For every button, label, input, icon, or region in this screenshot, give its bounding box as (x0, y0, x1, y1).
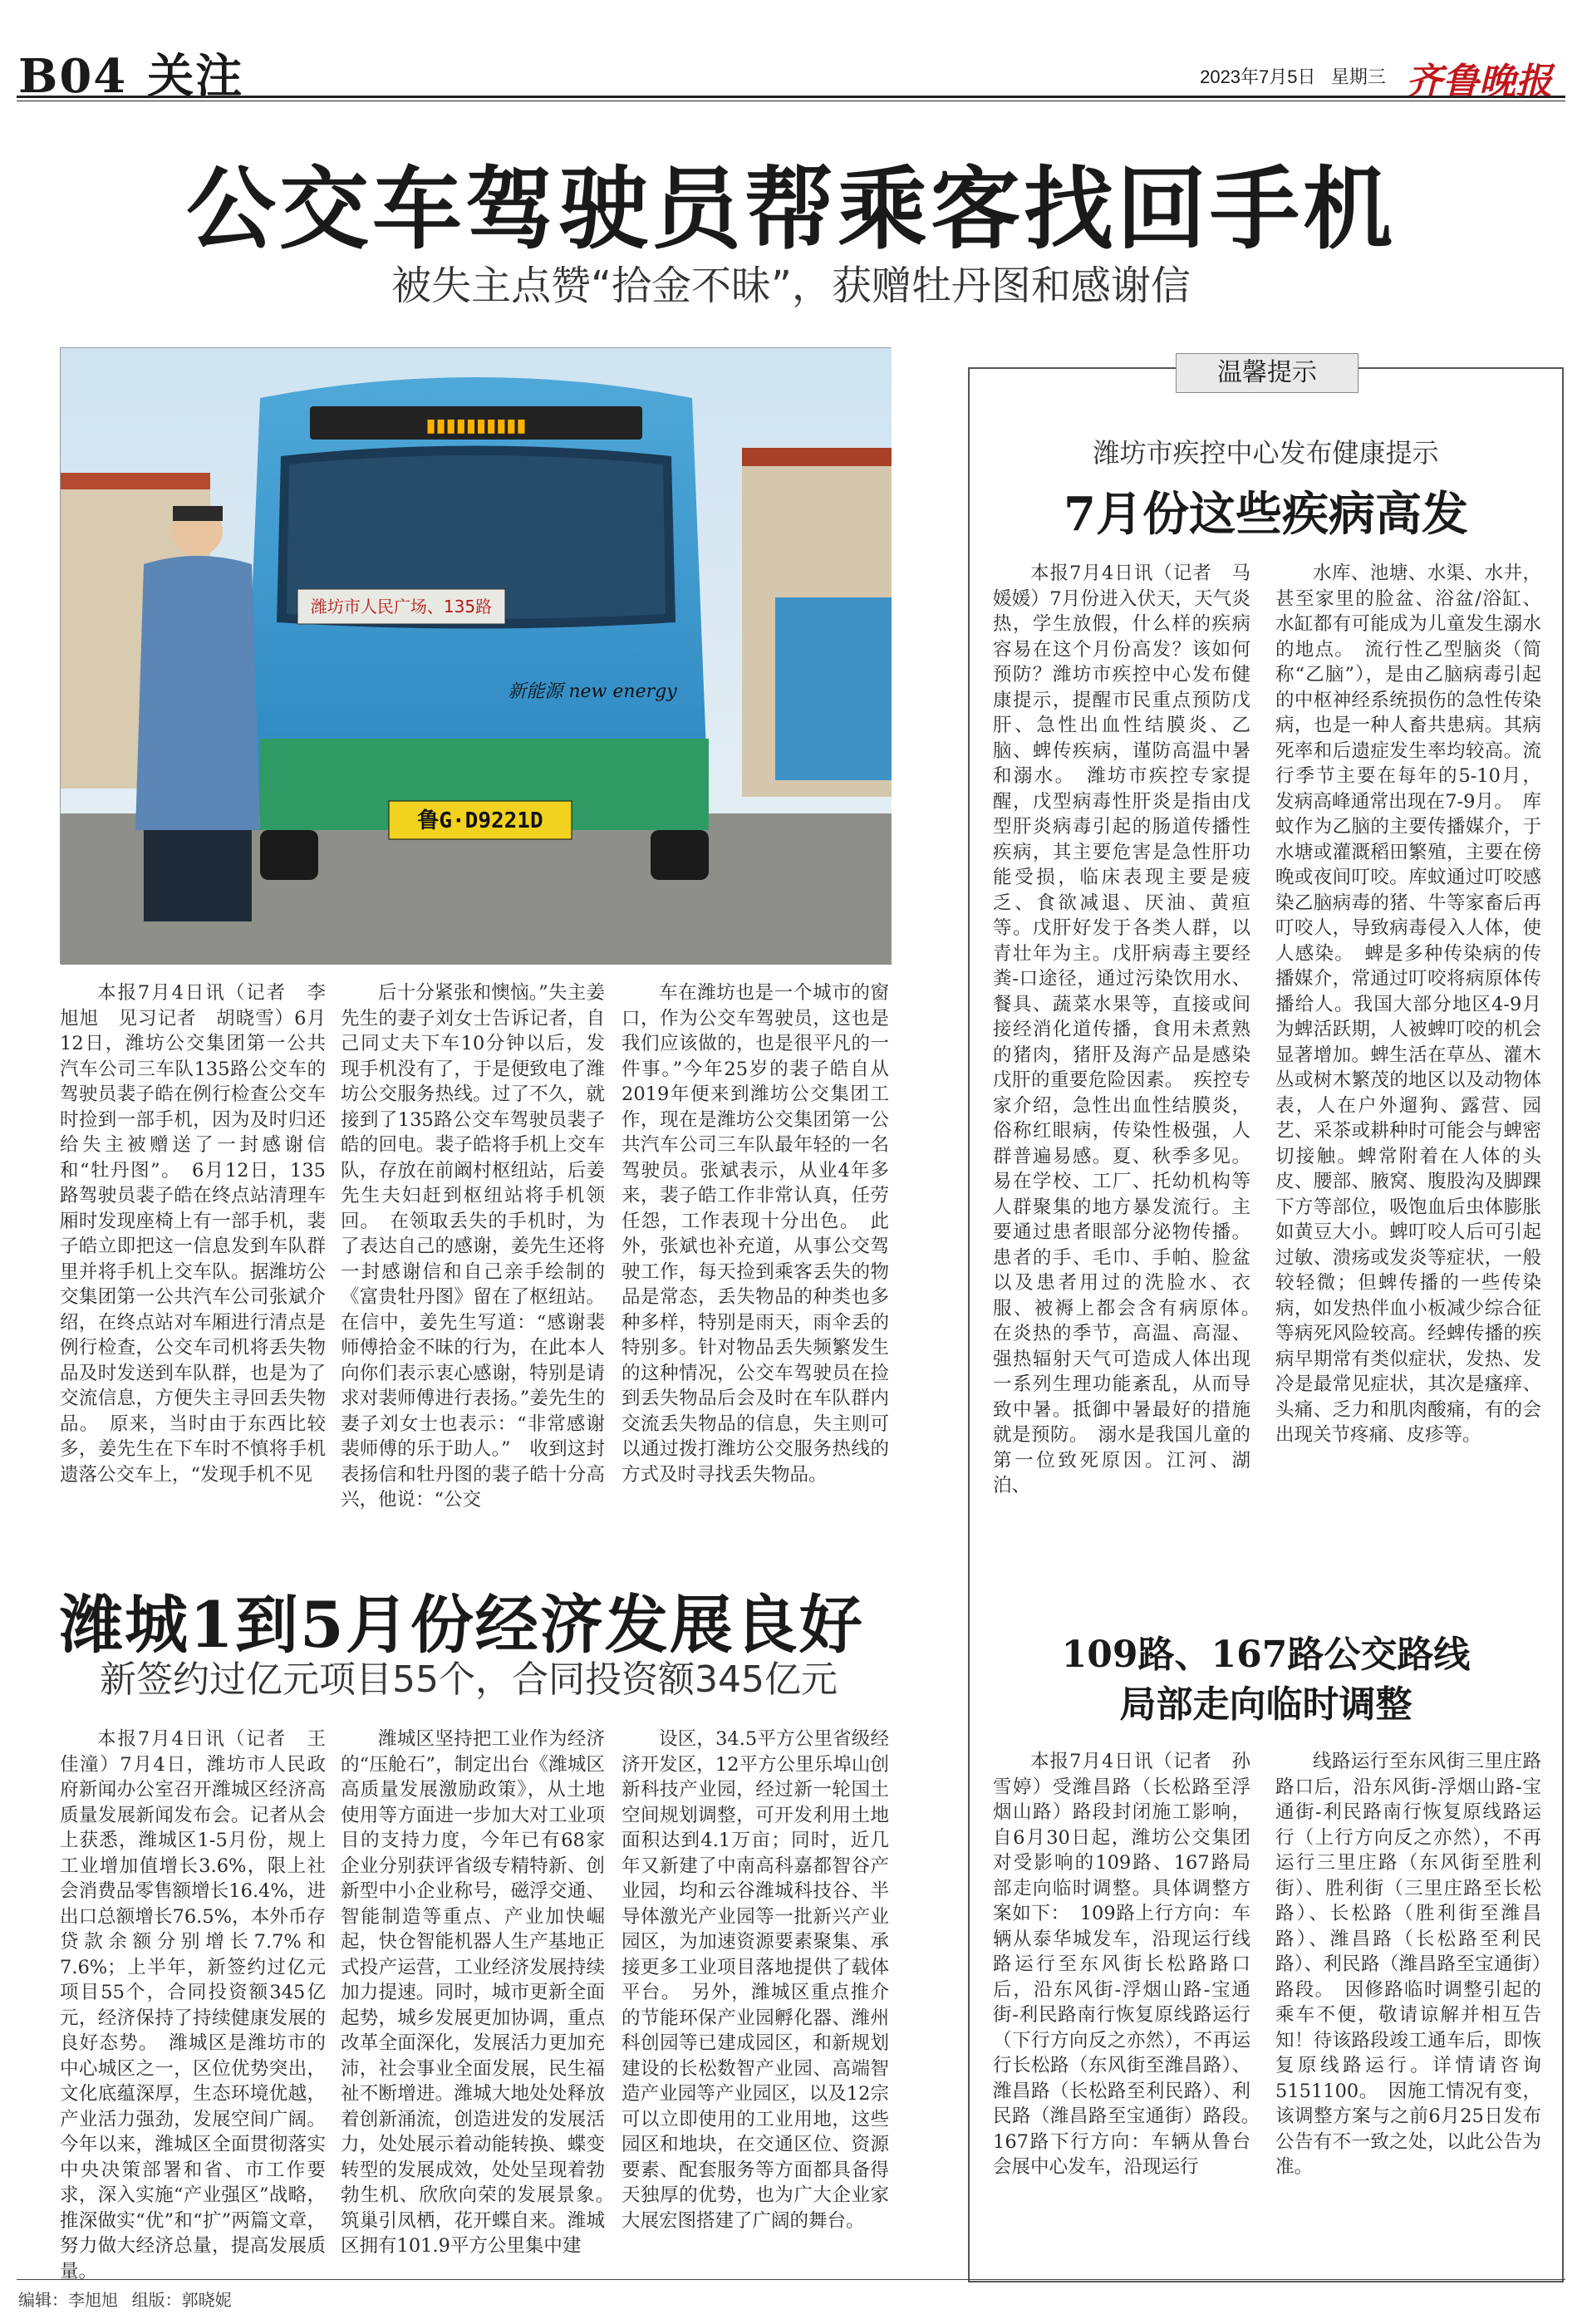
story2-column-3 (622, 1727, 889, 2275)
tips-column-2 (1275, 561, 1541, 1583)
tips-col1-text: 本报7月4日讯（记者 马媛媛）7月份进入伏天，天气炎热，学生放假，什么样的疾病容易在这个月份高发？该如何预防？潍坊市疾控中心发布健康提示，提醒市民重点预防戊肝、急性出血性结膜炎、乙脑、蜱传疾病，谨防高温中暑和溺水。 潍坊市疾控专家提醒，戊型病毒性肝炎是指由戊型肝炎病毒引起的肠道传播性疾病，其主要危害是急性肝功能受损，临床表现主要是疲乏、食欲减退、厌油、黄疸等。戊肝好发于各类人群，以青壮年为主。戊肝病毒主要经粪-口途径，通过污染饮用水、餐具、蔬菜水果等，直接或间接经消化道传播，食用未煮熟的猪肉，猪肝及海产品是感染戊肝的重要危险因素。 疾控专家介绍，急性出血性结膜炎，俗称红眼病，传染性极强，人群普遍易感。夏、秋季多见。易在学校、工厂、托幼机构等人群聚集的地方暴发流行。主要通过患者眼部分泌物传播。患者的手、毛巾、手帕、脸盆以及患者用过的洗脸水、衣服、被褥上都会含有病原体。 在炎热的季节，高温、高湿、强热辐射天气可造成人体出现一系列生理功能紊乱，从而导致中暑。抵御中暑最好的措施就是预防。 溺水是我国儿童的第一位致死原因。江河、湖泊、 (993, 563, 1270, 1496)
story1-col1-text: 本报7月4日讯（记者 李旭旭 见习记者 胡晓雪）6月12日，潍坊公交集团第一公共汽车公司三车队135路公交车的驾驶员裴子皓在例行检查公交车时捡到一部手机，因为及时归还给失主被赠送了一封感谢信和“牡丹图”。 6月12日，135路驾驶员裴子皓在终点站清理车厢时发现座椅上有一部手机，裴子皓立即把这一信息发到车队群里并将手机上交车队。据潍坊公交集团第一公共汽车公司张斌介绍，在终点站对车厢进行清点是例行检查，公交车司机将丢失物品及时发送到车队群，也是为了交流信息，方便失主寻回丢失物品。 原来，当时由于东西比较多，姜先生在下车时不慎将手机遗落公交车上，“发现手机不见 (60, 982, 326, 1486)
bus-col2-text: 线路运行至东风街三里庄路路口后，沿东风街-浮烟山路-宝通街-利民路南行恢复原线路运行（上行方向反之亦然），不再运行三里庄路（东风街至胜利街）、胜利街（三里庄路至长松路）、长松路（胜利街至潍昌路）、潍昌路（长松路至利民路）、利民路（潍昌路至宝通街）路段。 因修路临时调整引起的乘车不便，敬请谅解并相互告知！待该路段竣工通车后，即恢复原线路运行。详情请咨询5151100。 因施工情况有变，该调整方案与之前6月25日发布公告有不一致之处，以此公告为准。 (1275, 1751, 1541, 2178)
bus-column-2 (1275, 1749, 1541, 2272)
paper-logo: 齐鲁晚报 (1406, 61, 1552, 103)
bus-column-1 (993, 1749, 1270, 2272)
story2-title: 潍城1到5月份经济发展良好 (60, 1588, 864, 1662)
bus-route-sign: 潍坊市人民广场、135路 (310, 597, 493, 617)
bus-title-line2: 局部走向临时调整 (1119, 1683, 1412, 1726)
tips-title: 7月份这些疾病高发 (1064, 487, 1468, 542)
section-name: 关注 (147, 50, 244, 104)
tips-column-1 (993, 561, 1270, 1583)
footer-layout: 组版：郭晓妮 (131, 2292, 232, 2310)
footer-credits (18, 2287, 232, 2311)
story1-column-1 (60, 980, 326, 1545)
story2-col3-text: 设区，34.5平方公里省级经济开发区，12平方公里乐埠山创新科技产业园，经过新一轮国土空间规划调整，可开发利用土地面积达到4.1万亩；同时，近几年又新建了中南高科嘉都智谷产业园，均和云谷潍城科技谷、半导体激光产业园等一批新兴产业园区，为加速资源要素聚集、承接更多工业项目落地提供了载体平台。 另外，潍城区重点推介的节能环保产业园孵化器、潍州科创园等已建成园区，和新规划建设的长松数智产业园、高端智造产业园等产业园区，以及12宗可以立即使用的工业用地，这些园区和地块，在交通区位、资源要素、配套服务等方面都具备得天独厚的优势，也为广大企业家大展宏图搭建了广阔的舞台。 (622, 1728, 889, 2232)
story2-column-2 (341, 1727, 624, 2275)
bus-col1-text: 本报7月4日讯（记者 孙雪婷）受潍昌路（长松路至浮烟山路）路段封闭施工影响，自6月30日起，潍坊公交集团对受影响的109路、167路局部走向临时调整。具体调整方案如下： 109路上行方向：车辆从泰华城发车，沿现运行线路运行至东风街长松路路口后，沿东风街-浮烟山路-宝通街-利民路南行恢复原线路运行（下行方向反之亦然），不再运行长松路（东风街至潍昌路）、潍昌路（长松路至利民路）、利民路（潍昌路至宝通街）路段。 167路下行方向：车辆从鲁台会展中心发车，沿现运行 (993, 1751, 1270, 2178)
bus-title-line1: 109路、167路公交路线 (1061, 1634, 1471, 1676)
svg-text:▮▮▮▮▮▮▮▮▮▮: ▮▮▮▮▮▮▮▮▮▮ (425, 415, 527, 436)
story2-col2-text: 潍城区坚持把工业作为经济的“压舱石”，制定出台《潍城区高质量发展激励政策》，从土地使用等方面进一步加大对工业项目的支持力度，今年已有68家企业分别获评省级专精特新、创新型中小企业称号，磁浮交通、智能制造等重点、产业加快崛起，快仓智能机器人生产基地正式投产运营，工业经济发展持续加力提速。同时，城市更新全面起势，城乡发展更加协调，重点改革全面深化，发展活力更加充沛，社会事业全面发展，民生福祉不断增进。潍城大地处处释放着创新涌流，创造进发的发展活力，处处展示着动能转换、蝶变转型的发展成效，处处呈现着勃勃生机、欣欣向荣的发展景象。 筑巢引凤栖，花开蝶自来。潍城区拥有101.9平方公里集中建 (341, 1728, 624, 2257)
story1-col2-text: 后十分紧张和懊恼。”失主姜先生的妻子刘女士告诉记者，自己同丈夫下车10分钟以后，发现手机没有了，于是便致电了潍坊公交服务热线。过了不久，就接到了135路公交车驾驶员裴子皓的回电。裴子皓将手机上交车队，存放在前阚村枢纽站，后姜先生夫妇赶到枢纽站将手机领回。 在领取丢失的手机时，为了表达自己的感谢，姜先生还将一封感谢信和自己亲手绘制的《富贵牡丹图》留在了枢纽站。在信中，姜先生写道：“感谢裴师傅拾金不昧的行为，在此本人向你们表示衷心感谢，特别是请求对裴师傅进行表扬。”姜先生的妻子刘女士也表示：“非常感谢裴师傅的乐于助人。” 收到这封表扬信和牡丹图的裴子皓十分高兴，他说：“公交 (341, 982, 605, 1511)
tips-col2-text: 水库、池塘、水渠、水井，甚至家里的脸盆、浴盆/浴缸、水缸都有可能成为儿童发生溺水的地点。 流行性乙型脑炎（简称“乙脑”），是由乙脑病毒引起的中枢神经系统损伤的急性传染病，也是一种人畜共患病。其病死率和后遗症发生率均较高。流行季节主要在每年的5-10月，发病高峰通常出现在7-9月。 库蚊作为乙脑的主要传播媒介，于水塘或灌溉稻田繁殖，主要在傍晚或夜间叮咬。库蚊通过叮咬感染乙脑病毒的猪、牛等家畜后再叮咬人，导致病毒侵入人体，使人感染。 蜱是多种传染病的传播媒介，常通过叮咬将病原体传播给人。我国大部分地区4-9月为蜱活跃期，人被蜱叮咬的机会显著增加。蜱生活在草丛、灌木丛或树木繁茂的地区以及动物体表，人在户外遛狗、露营、园艺、采茶或耕种时可能会与蜱密切接触。蜱常附着在人体的头皮、腰部、腋窝、腹股沟及脚踝下方等部位，吸饱血后虫体膨胀如黄豆大小。蜱叮咬人后可引起过敏、溃疡或发炎等症状，一般较轻微；但蜱传播的一些传染病，如发热伴血小板减少综合征等病死风险较高。经蜱传播的疾病早期常有类似症状，发热、发冷是最常见症状，其次是瘙痒、头痛、乏力和肌肉酸痛，有的会出现关节疼痛、皮疹等。 (1275, 563, 1541, 1446)
footer-editor: 编辑：李旭旭 (18, 2292, 118, 2310)
story1-column-3 (622, 980, 889, 1545)
bus-plate: 鲁G·D9221D (417, 808, 543, 833)
story2-column-1 (60, 1727, 326, 2282)
bus-photo (60, 347, 891, 964)
issue-date: 2023年7月5日 (1200, 66, 1316, 87)
bus-brand: 新能源 new energy (508, 681, 677, 702)
footer-rule (17, 2279, 1565, 2280)
page-number: B04 (18, 49, 128, 104)
story2-col1-text: 本报7月4日讯（记者 王佳潼）7月4日，潍坊市人民政府新闻办公室召开潍城区经济高质量发展新闻发布会。记者从会上获悉，潍城区1-5月份，规上工业增加值增长3.6%，限上社会消费品零售额增长16.4%，进出口总额增长76.5%，本外币存贷款余额分别增长7.7%和7.6%；上半年，新签约过亿元项目55个，合同投资额345亿元，经济保持了持续健康发展的良好态势。 潍城区是潍坊市的中心城区之一，区位优势突出，文化底蕴深厚，生态环境优越，产业活力强劲，发展空间广阔。今年以来，潍城区全面贯彻落实中央决策部署和省、市工作要求，深入实施“产业强区”战略，推深做实“优”和“扩”两篇文章，努力做大经济总量，提高发展质量。 (60, 1728, 326, 2282)
header-rule (17, 96, 1565, 98)
bus-photo-illustration (61, 348, 892, 965)
story1-title: 公交车驾驶员帮乘客找回手机 (185, 157, 1396, 262)
tips-kicker: 潍坊市疾控中心发布健康提示 (1093, 437, 1439, 469)
tips-label: 温馨提示 (1176, 353, 1358, 393)
issue-weekday: 星期三 (1330, 66, 1386, 87)
story1-subtitle: 被失主点赞“拾金不昧”，获赠牡丹图和感谢信 (391, 263, 1191, 309)
story2-subtitle: 新签约过亿元项目55个，合同投资额345亿元 (100, 1658, 838, 1701)
story1-column-2 (341, 980, 605, 1545)
story1-col3-text: 车在潍坊也是一个城市的窗口，作为公交车驾驶员，这也是我们应该做的，也是很平凡的一件事。”今年25岁的裴子皓自从2019年便来到潍坊公交集团工作，现在是潍坊公交集团第一公共汽车公司三车队最年轻的一名驾驶员。张斌表示，从业4年多来，裴子皓工作非常认真，任劳任怨，工作表现十分出色。 此外，张斌也补充道，从事公交驾驶工作，每天捡到乘客丢失的物品是常态，丢失物品的种类也多种多样，特别是雨天，雨伞丢的特别多。针对物品丢失频繁发生的这种情况，公交车驾驶员在捡到丢失物品后会及时在车队群内交流丢失物品的信息，失主则可以通过拨打潍坊公交服务热线的方式及时寻找丢失物品。 (622, 982, 889, 1486)
